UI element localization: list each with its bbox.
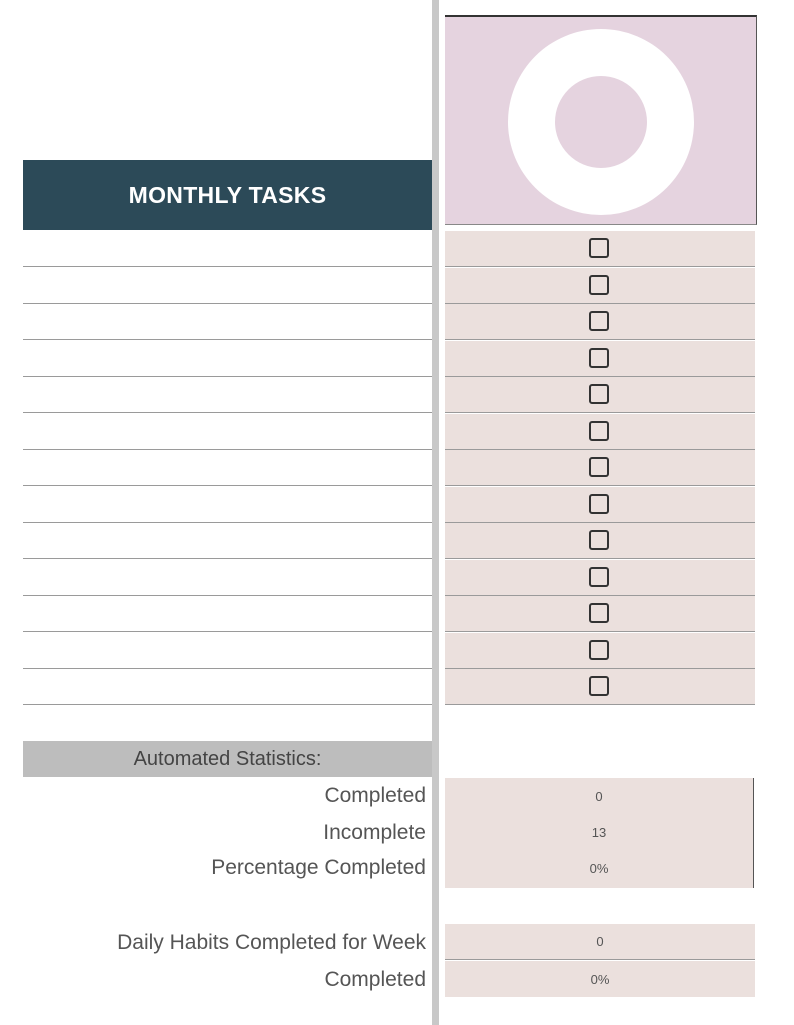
task-checkbox[interactable] xyxy=(589,421,609,441)
task-checkbox-cell xyxy=(445,633,755,669)
task-row[interactable] xyxy=(23,669,432,705)
task-checkbox-cell xyxy=(445,268,755,304)
task-checkbox-cell xyxy=(445,560,755,596)
donut-svg xyxy=(445,17,756,224)
task-checkbox[interactable] xyxy=(589,384,609,404)
task-checkbox-cell xyxy=(445,304,755,340)
task-checkbox[interactable] xyxy=(589,494,609,514)
task-checkbox-cell xyxy=(445,523,755,559)
task-row[interactable] xyxy=(23,268,432,304)
habits-completed-label: Completed xyxy=(324,968,426,991)
page-title: MONTHLY TASKS xyxy=(128,181,327,208)
task-checkbox[interactable] xyxy=(589,567,609,587)
task-checkbox[interactable] xyxy=(589,238,609,258)
task-checkbox[interactable] xyxy=(589,275,609,295)
percentage-completed-label: Percentage Completed xyxy=(211,856,426,879)
task-checkbox-cell xyxy=(445,596,755,632)
daily-habits-value xyxy=(445,924,755,960)
daily-habits-label: Daily Habits Completed for Week xyxy=(117,931,426,954)
percentage-completed-value: 0% xyxy=(589,861,609,876)
task-row[interactable] xyxy=(23,450,432,486)
task-checkbox[interactable] xyxy=(589,311,609,331)
task-checkbox-cell xyxy=(445,414,755,450)
stats-values-box xyxy=(445,778,754,888)
daily-habits-value-text: 0 xyxy=(596,934,604,949)
stats-heading xyxy=(23,741,432,777)
task-checkbox[interactable] xyxy=(589,676,609,696)
stats-heading-text: Automated Statistics: xyxy=(133,747,322,770)
incomplete-label: Incomplete xyxy=(323,821,426,844)
task-checkbox-cell xyxy=(445,669,755,705)
habits-completed-value xyxy=(445,961,755,997)
monthly-tasks-header xyxy=(23,160,432,230)
task-row[interactable] xyxy=(23,377,432,413)
task-row[interactable] xyxy=(23,341,432,377)
task-row[interactable] xyxy=(23,487,432,523)
task-row[interactable] xyxy=(23,414,432,450)
task-row[interactable] xyxy=(23,633,432,669)
task-checkbox-cell xyxy=(445,231,755,267)
task-checkbox[interactable] xyxy=(589,348,609,368)
task-row[interactable] xyxy=(23,231,432,267)
task-checkbox-cell xyxy=(445,450,755,486)
habits-completed-value-text: 0% xyxy=(590,971,610,987)
task-row[interactable] xyxy=(23,523,432,559)
donut-hole xyxy=(555,76,647,168)
completed-value: 0 xyxy=(595,789,603,804)
task-checkbox-cell xyxy=(445,377,755,413)
column-divider xyxy=(432,0,439,1025)
incomplete-value: 13 xyxy=(591,825,607,840)
completed-label: Completed xyxy=(324,784,426,807)
task-checkbox-cell xyxy=(445,341,755,377)
progress-donut-chart xyxy=(445,15,757,225)
task-row[interactable] xyxy=(23,304,432,340)
task-checkbox[interactable] xyxy=(589,640,609,660)
task-checkbox-cell xyxy=(445,487,755,523)
task-checkbox[interactable] xyxy=(589,530,609,550)
task-checkbox[interactable] xyxy=(589,603,609,623)
task-row[interactable] xyxy=(23,596,432,632)
task-checkbox[interactable] xyxy=(589,457,609,477)
task-row[interactable] xyxy=(23,560,432,596)
